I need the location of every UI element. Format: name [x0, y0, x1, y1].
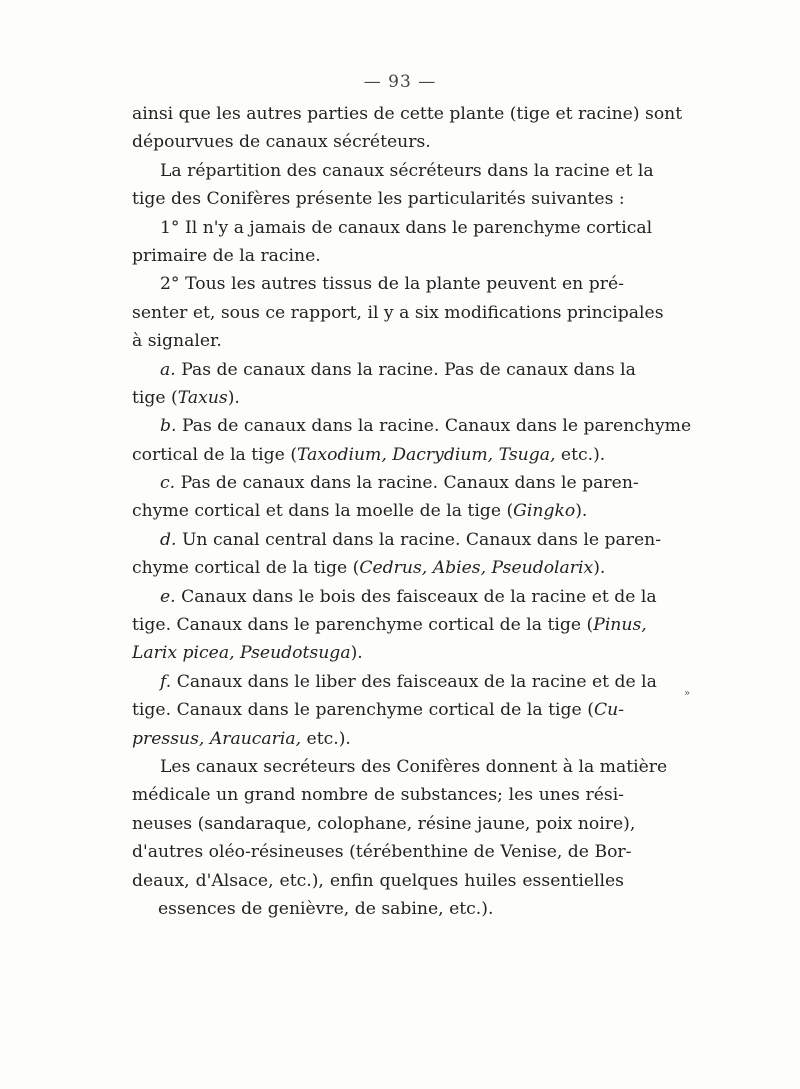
text-line — [132, 242, 624, 270]
text-segment: ). — [593, 558, 606, 579]
text-line — [132, 100, 683, 128]
text-line — [132, 412, 692, 440]
text-line — [132, 781, 624, 809]
text-line — [132, 895, 624, 923]
text-line — [132, 668, 657, 696]
text-segment: tige. Canaux dans le parenchyme cortical de la tige ( — [132, 700, 594, 721]
text-line — [132, 299, 664, 327]
text-segment: etc.). — [301, 728, 351, 749]
text-line — [132, 725, 624, 753]
text-segment: tige ( — [132, 387, 178, 408]
text-line — [132, 327, 624, 355]
text-line — [132, 696, 624, 724]
italic-text: Taxus — [177, 387, 228, 408]
text-line — [132, 384, 624, 412]
italic-text: d. — [160, 529, 182, 550]
text-segment: deaux, d'Alsace, etc.), enfin quelques huiles essentielles — [132, 870, 624, 891]
text-segment: ). — [227, 387, 240, 408]
italic-text: a. — [160, 359, 182, 380]
italic-text: Larix picea, Pseudotsuga — [132, 643, 351, 664]
italic-text: Taxodium, Dacrydium, Tsuga, — [297, 444, 556, 465]
text-segment: 2° Tous les autres tissus de la plante peuvent en pré- — [160, 274, 624, 295]
text-line — [132, 441, 624, 469]
text-line — [132, 356, 636, 384]
italic-text: pressus, Araucaria, — [132, 728, 302, 749]
text-line — [132, 810, 636, 838]
text-segment: Un canal central dans la racine. Canaux dans le paren- — [181, 529, 662, 550]
text-line — [132, 214, 653, 242]
text-segment: etc.). — [555, 444, 606, 465]
text-segment: La répartition des canaux sécréteurs dans la racine et la — [160, 160, 654, 181]
text-segment: ). — [575, 501, 588, 522]
text-segment: Pas de canaux dans la racine. Pas de canaux dans la — [181, 359, 636, 380]
italic-text: Cedrus, Abies, Pseudolarix — [359, 558, 594, 579]
text-segment: essences de genièvre, de sabine, etc.). — [158, 898, 494, 919]
italic-text: Gingko — [513, 501, 576, 522]
text-segment: tige. Canaux dans le parenchyme cortical de la tige ( — [132, 615, 594, 636]
text-segment: cortical de la tige ( — [132, 444, 298, 465]
text-line — [132, 867, 624, 895]
text-segment: Pas de canaux dans la racine. Canaux dans le parenchyme — [181, 416, 692, 437]
text-segment: d'autres oléo-résineuses (térébenthine de Venise, de Bor- — [132, 842, 632, 863]
margin-mark: » — [684, 688, 691, 699]
text-segment: chyme cortical et dans la moelle de la tige ( — [132, 501, 514, 522]
text-segment: dépourvues de canaux sécréteurs. — [132, 132, 431, 153]
italic-text: f. — [160, 671, 177, 692]
text-segment: Pas de canaux dans la racine. Canaux dans le paren- — [180, 473, 639, 494]
italic-text: Pinus, — [593, 615, 647, 636]
text-line — [132, 639, 624, 667]
italic-text: b. — [160, 416, 182, 437]
text-line — [132, 753, 668, 781]
italic-text: c. — [160, 473, 181, 494]
text-segment: chyme cortical de la tige ( — [132, 558, 360, 579]
text-segment: Canaux dans le bois des faisceaux de la racine et de la — [181, 586, 657, 607]
text-line — [132, 554, 624, 582]
italic-text: e. — [160, 586, 182, 607]
text-segment: Les canaux secréteurs des Conifères donnent à la matière — [160, 756, 668, 777]
text-segment: à signaler. — [132, 331, 222, 352]
text-segment: tige des Conifères présente les particularités suivantes : — [132, 189, 625, 210]
text-line — [132, 469, 639, 497]
body-text — [132, 100, 692, 923]
text-line — [132, 526, 662, 554]
italic-text: Cu- — [593, 700, 624, 721]
text-line — [132, 157, 654, 185]
text-segment: primaire de la racine. — [132, 245, 321, 266]
text-line — [132, 128, 624, 156]
text-segment: neuses (sandaraque, colophane, résine jaune, poix noire), — [132, 813, 636, 834]
text-line — [132, 838, 632, 866]
text-line — [132, 583, 657, 611]
text-line — [132, 185, 624, 213]
text-segment: ). — [350, 643, 363, 664]
text-segment: 1° Il n'y a jamais de canaux dans le parenchyme cortical — [160, 217, 653, 238]
text-line — [132, 497, 624, 525]
text-segment: ainsi que les autres parties de cette plante (tige et racine) sont — [132, 104, 683, 124]
page-number: — 93 — — [363, 72, 437, 92]
text-segment: Canaux dans le liber des faisceaux de la racine et de la — [176, 671, 657, 692]
text-segment: médicale un grand nombre de substances; les unes rési- — [132, 785, 624, 806]
text-segment: senter et, sous ce rapport, il y a six modifications principales — [132, 302, 664, 323]
text-line — [132, 611, 647, 639]
text-line — [132, 270, 624, 298]
